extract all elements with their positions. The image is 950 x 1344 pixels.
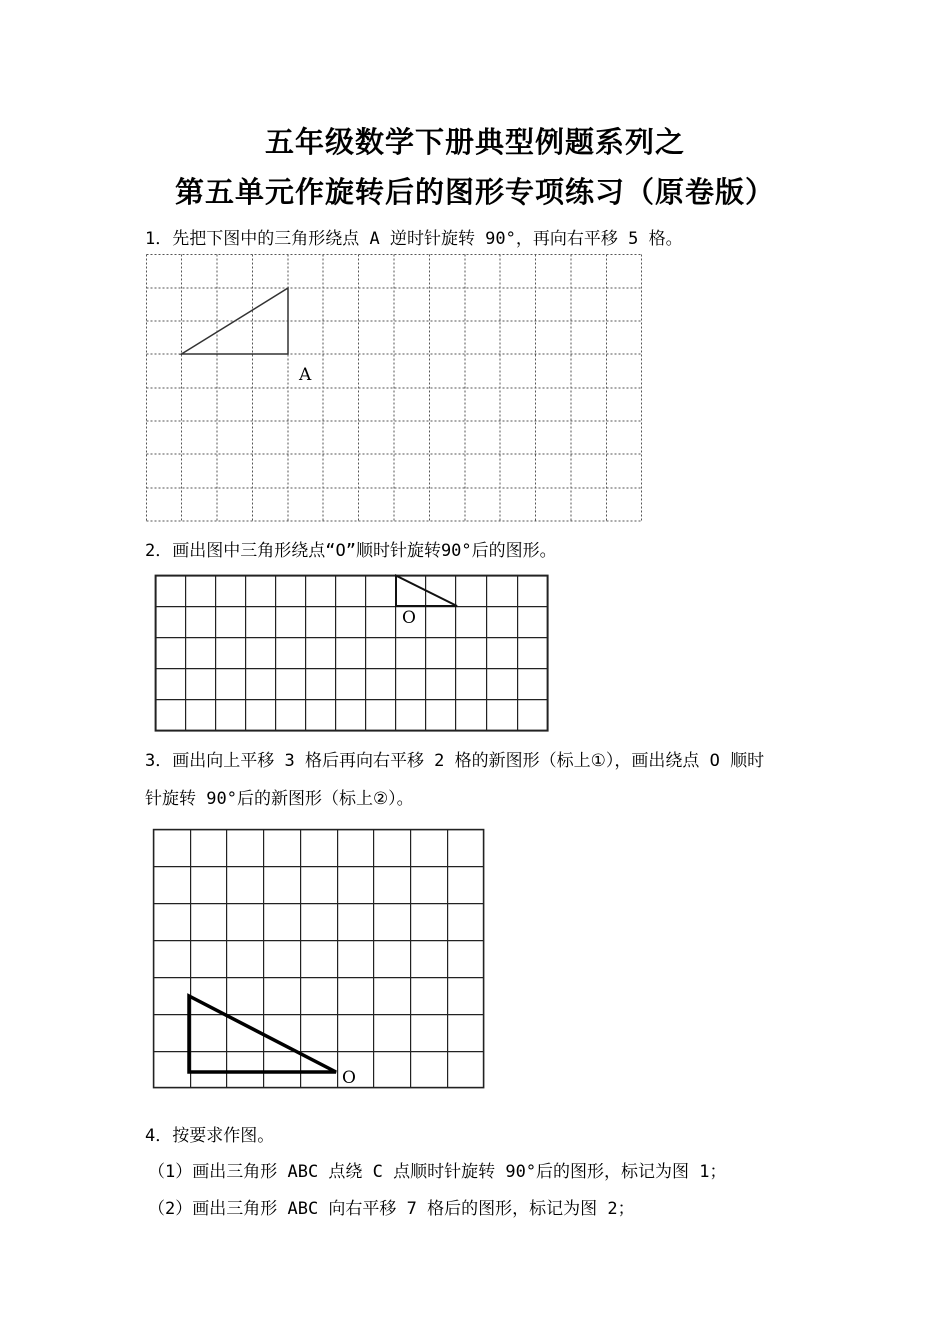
triangle-shape bbox=[396, 576, 457, 606]
question-1-grid bbox=[146, 254, 643, 522]
question-2-grid bbox=[155, 575, 549, 732]
question-3-text-line-2: 针旋转 90°后的新图形（标上②）。 bbox=[145, 789, 414, 809]
dotted-grid bbox=[147, 255, 642, 522]
question-3-text-line-1: 3．画出向上平移 3 格后再向右平移 2 格的新图形（标上①），画出绕点 O 顺时 bbox=[145, 751, 765, 771]
triangle-shape bbox=[189, 996, 336, 1072]
question-4-text: 4．按要求作图。 bbox=[145, 1126, 275, 1146]
question-1-text: 1．先把下图中的三角形绕点 A 逆时针旋转 90°，再向右平移 5 格。 bbox=[145, 229, 683, 249]
solid-grid bbox=[156, 576, 548, 731]
question-2-text: 2．画出图中三角形绕点“O”顺时针旋转90°后的图形。 bbox=[145, 541, 557, 561]
point-label-o: O bbox=[342, 1068, 356, 1088]
point-label-o: O bbox=[402, 608, 416, 628]
question-3-grid bbox=[153, 829, 498, 1091]
title-line-1: 五年级数学下册典型例题系列之 bbox=[264, 125, 685, 159]
question-4-sub-1: （1）画出三角形 ABC 点绕 C 点顺时针旋转 90°后的图形，标记为图 1； bbox=[148, 1162, 727, 1182]
solid-grid bbox=[154, 830, 484, 1088]
title-line-2: 第五单元作旋转后的图形专项练习（原卷版） bbox=[174, 175, 775, 209]
point-label-a: A bbox=[299, 365, 312, 385]
question-4-sub-2: （2）画出三角形 ABC 向右平移 7 格后的图形，标记为图 2； bbox=[148, 1199, 635, 1219]
